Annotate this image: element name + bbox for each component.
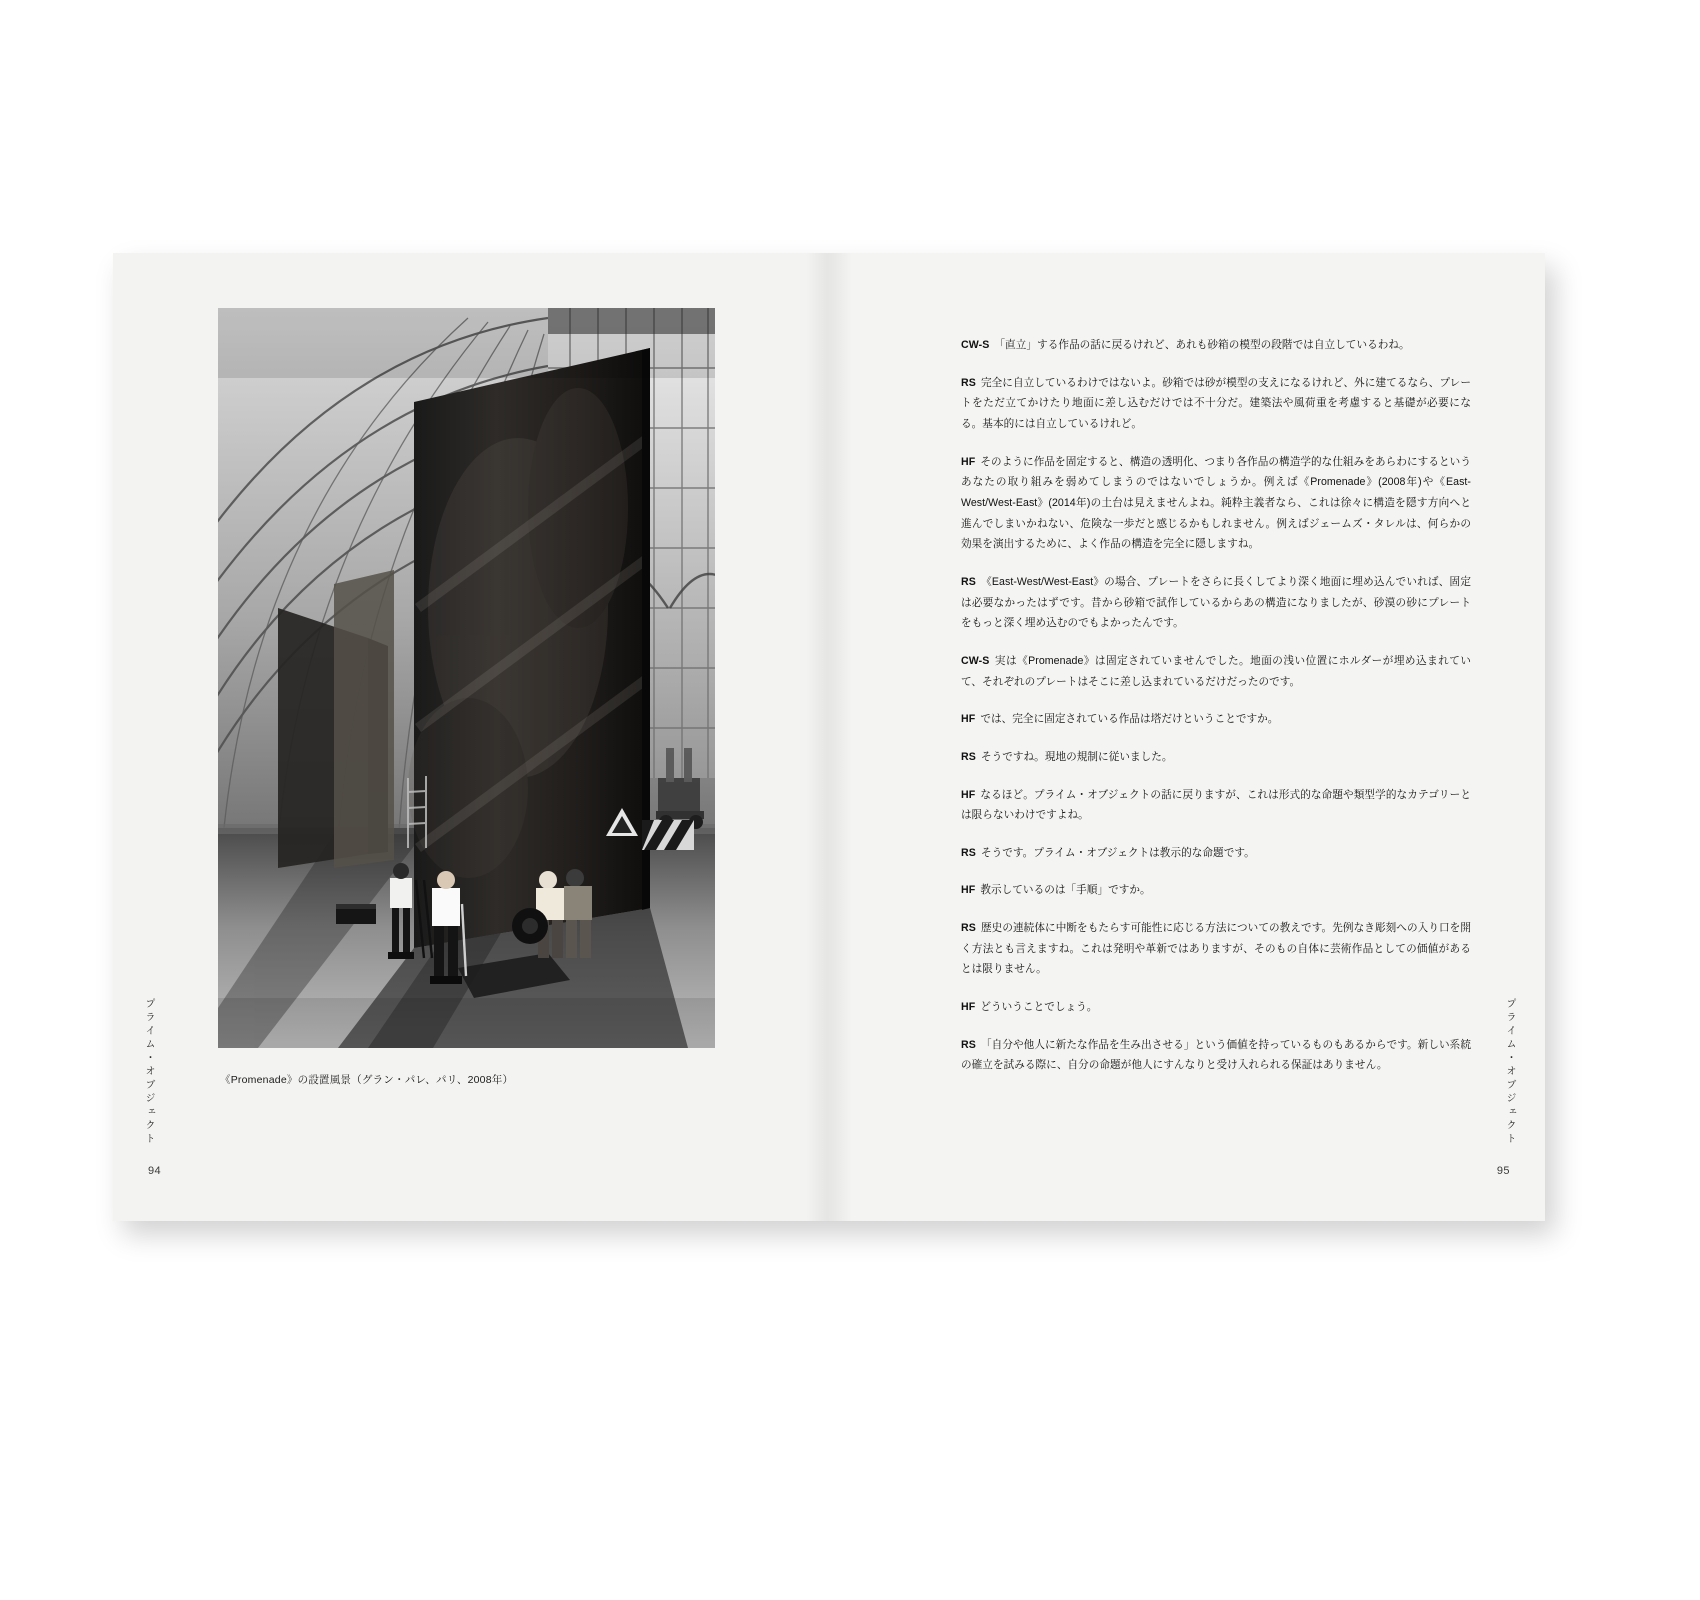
speaker-label: RS	[961, 1038, 976, 1051]
speaker-label: RS	[961, 750, 976, 763]
speaker-label: RS	[961, 922, 976, 935]
paragraph	[961, 785, 1471, 826]
paragraph	[961, 997, 1471, 1018]
paragraph-text: そのように作品を固定すると、構造の透明化、つまり各作品の構造学的な仕組みをあらわにするというあなたの取り組みを弱めてしまうのではないでしょうか。例えば《Promenade》(2008年)や《East-West/West-East》(2014年)の土台は見えませんよね。純粋主義者なら、これは徐々に構造を隠す方向へと進んでしまいかねない、危険な一歩だと感じるかもしれません。例えばジェームズ・タレルは、何らかの効果を演出するために、よく作品の構造を完全に隠しますね。	[961, 455, 1471, 551]
paragraph-text: そうです。プライム・オブジェクトは教示的な命題です。	[980, 846, 1255, 859]
promenade-installation-photo	[218, 308, 715, 1048]
speaker-label: CW-S	[961, 654, 990, 667]
speaker-label: HF	[961, 1001, 976, 1014]
speaker-label: HF	[961, 884, 976, 897]
left-page	[113, 253, 829, 1221]
paragraph	[961, 747, 1471, 768]
paragraph-text: 「自分や他人に新たな作品を生み出させる」という価値を持っているものもあるからです。新しい系統の確立を試みる際に、自分の命題が他人にすんなりと受け入れられる保証はありません。	[961, 1038, 1471, 1072]
paragraph-text: どういうことでしょう。	[980, 1001, 1098, 1014]
speaker-label: RS	[961, 575, 976, 588]
paragraph	[961, 373, 1471, 435]
paragraph-text: そうですね。現地の規制に従いました。	[980, 750, 1173, 763]
interview-text-column	[961, 335, 1471, 1093]
running-head-right: プライム・オブジェクト	[1504, 998, 1515, 1147]
paragraph	[961, 651, 1471, 692]
paragraph	[961, 843, 1471, 864]
figure-caption: 《Promenade》の設置風景（グラン・パレ、パリ、2008年）	[220, 1074, 514, 1086]
paragraph-text: 実は《Promenade》は固定されていませんでした。地面の浅い位置にホルダーが埋め込まれていて、それぞれのプレートはそこに差し込まれているだけだったのです。	[961, 654, 1471, 688]
paragraph-text: 「直立」する作品の話に戻るけれど、あれも砂箱の模型の段階では自立しているわね。	[994, 339, 1410, 351]
speaker-label: HF	[961, 713, 976, 726]
speaker-label: HF	[961, 788, 976, 801]
paragraph-text: 歴史の連続体に中断をもたらす可能性に応じる方法についての教えです。先例なき彫刻への入り口を開く方法とも言えますね。これは発明や革新ではありますが、そのもの自体に芸術作品としての価値があるとは限りません。	[961, 922, 1471, 976]
speaker-label: RS	[961, 376, 976, 389]
book-spread	[113, 253, 1545, 1221]
paragraph-text: 教示しているのは「手順」ですか。	[980, 884, 1151, 897]
paragraph	[961, 918, 1471, 980]
speaker-label: RS	[961, 846, 976, 859]
photo-illustration	[218, 308, 715, 1048]
paragraph-text: 《East-West/West-East》の場合、プレートをさらに長くしてより深く地面に埋め込んでいれば、固定は必要なかったはずです。昔から砂箱で試作しているからあの構造になりましたが、砂漠の砂にプレートをもっと深く埋め込むのでもよかったんです。	[961, 575, 1471, 630]
paragraph	[961, 452, 1471, 555]
running-head-left: プライム・オブジェクト	[143, 998, 154, 1147]
paragraph	[961, 335, 1471, 356]
folio-right: 95	[1496, 1165, 1510, 1177]
paragraph-text: 完全に自立しているわけではないよ。砂箱では砂が模型の支えになるけれど、外に建てるなら、プレートをただ立てかけたり地面に差し込むだけでは不十分だ。建築法や風荷重を考慮すると基礎が必要になる。基本的には自立しているけれど。	[961, 376, 1471, 430]
paragraph	[961, 572, 1471, 634]
paragraph-text: では、完全に固定されている作品は塔だけということですか。	[980, 713, 1279, 726]
paragraph	[961, 709, 1471, 730]
paragraph-text: なるほど。プライム・オブジェクトの話に戻りますが、これは形式的な命題や類型学的なカテゴリーとは限らないわけですよね。	[961, 788, 1471, 822]
right-page	[829, 253, 1545, 1221]
folio-left: 94	[148, 1165, 162, 1177]
speaker-label: HF	[961, 455, 976, 468]
paragraph	[961, 1035, 1471, 1076]
speaker-label: CW-S	[961, 339, 990, 351]
paragraph	[961, 880, 1471, 901]
